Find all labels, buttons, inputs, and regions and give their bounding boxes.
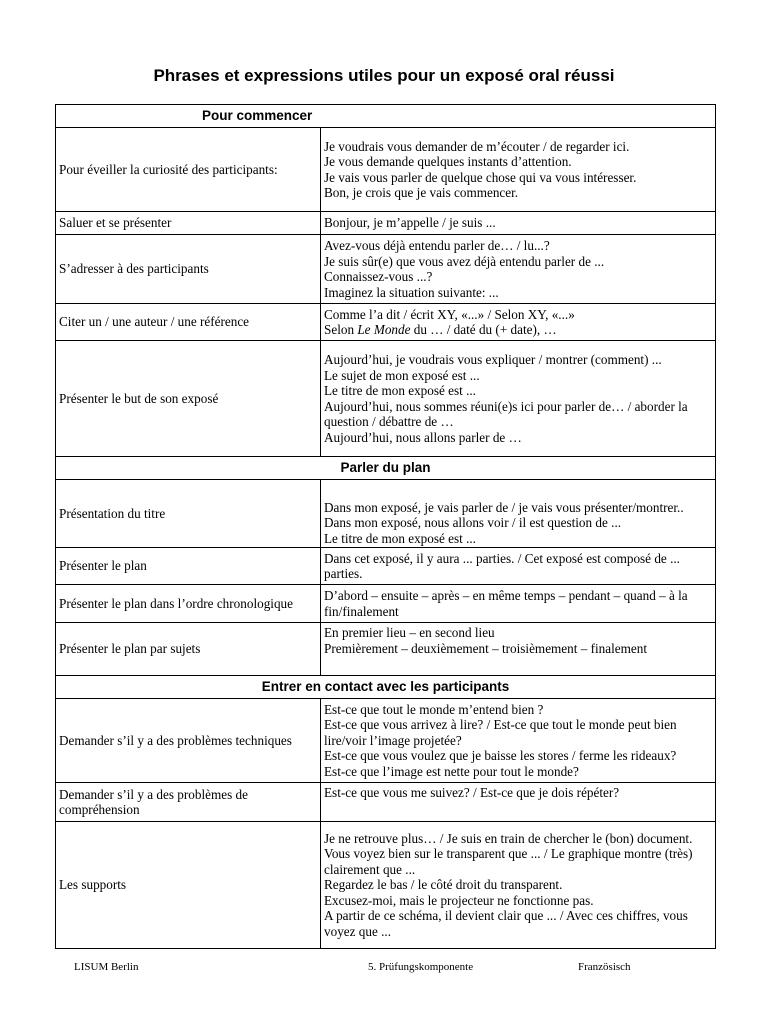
selon-fragment: Selon: [324, 322, 358, 337]
footer-right: Französisch: [578, 961, 631, 973]
table-row: [56, 304, 716, 341]
page-title: Phrases et expressions utiles pour un exposé oral réussi: [153, 66, 615, 85]
row-label: Citer un / une auteur / une référence: [56, 304, 321, 341]
selon-rest: du … / daté du (+ date), …: [410, 322, 557, 337]
section-heading: Pour commencer: [56, 105, 716, 128]
table-row: [56, 822, 716, 949]
table-row: [56, 235, 716, 304]
phrase-line: Bon, je crois que je vais commencer.: [324, 185, 519, 200]
phrase-line: Le sujet de mon exposé est ...: [324, 367, 480, 383]
table-row: [56, 341, 716, 457]
phrase-line: Avez-vous déjà entendu parler de… / lu...?: [324, 238, 550, 253]
row-label: Demander s’il y a des problèmes de compréhension: [56, 783, 321, 822]
phrase-line: Regardez le bas / le côté droit du transparent.: [324, 877, 563, 893]
row-phrases: [321, 783, 716, 822]
row-phrases: [321, 699, 716, 783]
row-phrases: [321, 212, 716, 235]
row-phrases: [321, 623, 716, 676]
phrases-table: [55, 104, 716, 949]
section-header: [56, 105, 716, 128]
table-row: [56, 699, 716, 783]
phrase-line: Est-ce que vous voulez que je baisse les stores / ferme les rideaux?: [324, 748, 677, 764]
phrase-line: Le titre de mon exposé est ...: [324, 383, 476, 398]
row-phrases: [321, 585, 716, 623]
table-row: [56, 480, 716, 548]
row-phrases: [321, 822, 716, 949]
phrase-line: Je vais vous parler de quelque chose qui va vous intéresser.: [324, 169, 637, 185]
row-label: Présentation du titre: [56, 480, 321, 548]
phrase-line: Dans cet exposé, il y aura ... parties. / Cet exposé est composé de ... parties.: [324, 550, 680, 581]
phrase-line: Le titre de mon exposé est ...: [324, 530, 476, 546]
section-header: [56, 676, 716, 699]
phrase-line: Aujourd’hui, je voudrais vous expliquer / montrer (comment) ...: [324, 352, 662, 367]
phrase-line: Bonjour, je m’appelle / je suis ...: [324, 215, 496, 231]
phrase-line: Premièrement – deuxièmement – troisièmement – finalement: [324, 640, 647, 656]
row-label: Saluer et se présenter: [56, 212, 321, 235]
row-label: Présenter le plan par sujets: [56, 623, 321, 676]
table-row: [56, 128, 716, 212]
row-label: Les supports: [56, 822, 321, 949]
section-heading: Entrer en contact avec les participants: [56, 676, 716, 699]
row-phrases: [321, 128, 716, 212]
row-phrases: [321, 548, 716, 585]
row-label: Pour éveiller la curiosité des participants:: [56, 128, 321, 212]
phrase-line: D’abord – ensuite – après – en même temps – pendant – quand – à la fin/finalement: [324, 588, 688, 619]
section-header: [56, 457, 716, 480]
row-label: S’adresser à des participants: [56, 235, 321, 304]
row-phrases: [321, 480, 716, 548]
row-phrases: [321, 304, 716, 341]
phrase-line: A partir de ce schéma, il devient clair que ... / Avec ces chiffres, vous voyez que ...: [324, 908, 688, 939]
row-label: Présenter le plan dans l’ordre chronologique: [56, 585, 321, 623]
phrase-line: Est-ce que vous me suivez? / Est-ce que je dois répéter?: [324, 785, 620, 800]
phrase-line: Connaissez-vous ...?: [324, 269, 433, 284]
table-row: [56, 783, 716, 822]
row-phrases: [321, 235, 716, 304]
phrase-line: Je voudrais vous demander de m’écouter / de regarder ici.: [324, 138, 630, 154]
phrase-line: Comme l’a dit / écrit XY, «...» / Selon XY, «...»: [324, 306, 575, 322]
phrase-line: Aujourd’hui, nous allons parler de …: [324, 429, 522, 445]
phrase-line: Dans mon exposé, nous allons voir / il est question de ...: [324, 515, 622, 530]
table-row: [56, 548, 716, 585]
phrase-line: Vous voyez bien sur le transparent que ... / Le graphique montre (très) clairement que ...: [324, 846, 693, 877]
row-label: Présenter le but de son exposé: [56, 341, 321, 457]
phrase-line: Est-ce que tout le monde m’entend bien ?: [324, 701, 544, 717]
phrase-line: Je suis sûr(e) que vous avez déjà entendu parler de ...: [324, 253, 605, 269]
table-row: [56, 585, 716, 623]
phrase-line: Est-ce que l’image est nette pour tout le monde?: [324, 763, 579, 779]
phrase-line: Est-ce que vous arrivez à lire? / Est-ce que tout le monde peut bien lire/voir l’image projetée?: [324, 717, 677, 748]
phrase-line: Dans mon exposé, je vais parler de / je vais vous présenter/montrer..: [324, 499, 684, 515]
phrase-line: [324, 322, 712, 338]
newspaper-name: Le Monde: [357, 322, 411, 337]
phrase-line: Je vous demande quelques instants d’attention.: [324, 154, 572, 169]
footer-left: LISUM Berlin: [74, 961, 139, 973]
phrase-line: Excusez-moi, mais le projecteur ne fonctionne pas.: [324, 892, 594, 908]
table-row: [56, 212, 716, 235]
row-phrases: [321, 341, 716, 457]
footer-center: 5. Prüfungskomponente: [368, 961, 474, 973]
phrase-line: Je ne retrouve plus… / Je suis en train de chercher le (bon) document.: [324, 830, 693, 846]
table-row: [56, 623, 716, 676]
section-heading: Parler du plan: [56, 457, 716, 480]
row-label: Demander s’il y a des problèmes techniques: [56, 699, 321, 783]
row-label: Présenter le plan: [56, 548, 321, 585]
phrase-line: Imaginez la situation suivante: ...: [324, 284, 499, 300]
phrase-line: En premier lieu – en second lieu: [324, 625, 495, 640]
phrase-line: Aujourd’hui, nous sommes réuni(e)s ici pour parler de… / aborder la question / débattre de …: [324, 398, 688, 429]
